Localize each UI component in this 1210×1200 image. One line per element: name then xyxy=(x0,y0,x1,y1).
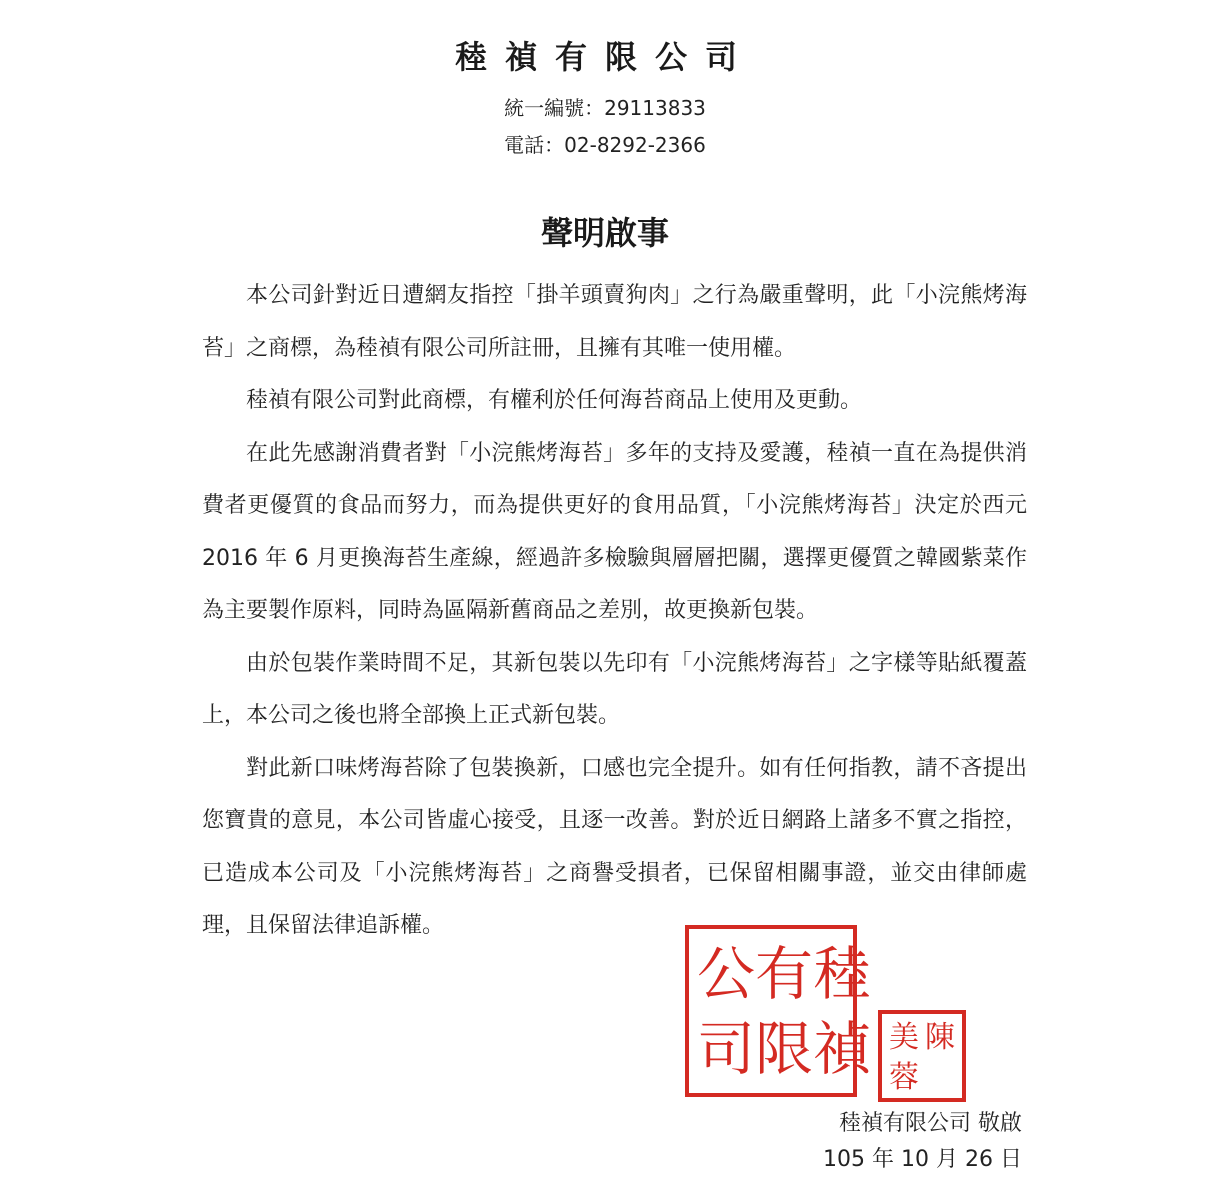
paragraph: 稑禎有限公司對此商標，有權利於任何海苔商品上使用及更動。 xyxy=(246,388,863,413)
seal-char: 陳 xyxy=(925,1020,955,1055)
seal-char: 禎 xyxy=(813,1015,872,1083)
paragraph: 對此新口味烤海苔除了包裝換新，口感也完全提升。如有任何指教，請不吝提出您寶貴的意見，本公司皆虛心接受，且逐一改善。對於近日網路上諸多不實之指控，已造成本公司及「小浣熊烤海苔」之商譽受損者，已保留相關事證，並交由律師處理，且保留法律追訴權。 xyxy=(202,755,1027,938)
seal-char: 蓉 xyxy=(889,1060,919,1095)
paragraph: 在此先感謝消費者對「小浣熊烤海苔」多年的支持及愛護，稑禎一直在為提供消費者更優質的食品而努力，而為提供更好的食用品質，「小浣熊烤海苔」決定於西元 2016 年 6 月更換海苔生產線，經過許多檢驗與層層把關，選擇更優質之韓國紫菜作為主要製作原料，同時為區隔新舊商品之差別，故更換新包裝。 xyxy=(202,440,1027,623)
paragraph: 本公司針對近日遭網友指控「掛羊頭賣狗肉」之行為嚴重聲明，此「小浣熊烤海苔」之商標，為稑禎有限公司所註冊，且擁有其唯一使用權。 xyxy=(202,283,1027,361)
seal-char: 司 xyxy=(697,1015,756,1083)
signature-line: 稑禎有限公司 敬啟 xyxy=(839,1111,1022,1136)
paragraph: 由於包裝作業時間不足，其新包裝以先印有「小浣熊烤海苔」之字樣等貼紙覆蓋上，本公司之後也將全部換上正式新包裝。 xyxy=(202,650,1027,728)
company-seal xyxy=(685,925,872,1097)
tax-id: 統一編號：29113833 xyxy=(504,96,706,120)
seal-char: 限 xyxy=(755,1015,814,1083)
seal-char: 稑 xyxy=(813,940,872,1008)
seal-char xyxy=(922,1058,958,1098)
personal-seal xyxy=(878,1010,966,1102)
seal-char: 有 xyxy=(755,940,814,1008)
seal-char: 美 xyxy=(889,1020,919,1055)
seal-char: 公 xyxy=(697,940,756,1008)
phone-number: 電話：02-8292-2366 xyxy=(504,133,706,157)
company-name: 稑禎有限公司 xyxy=(454,38,755,76)
document-title: 聲明啟事 xyxy=(540,214,669,252)
statement-body xyxy=(202,270,1027,953)
signature-date: 105 年 10 月 26 日 xyxy=(823,1147,1022,1172)
